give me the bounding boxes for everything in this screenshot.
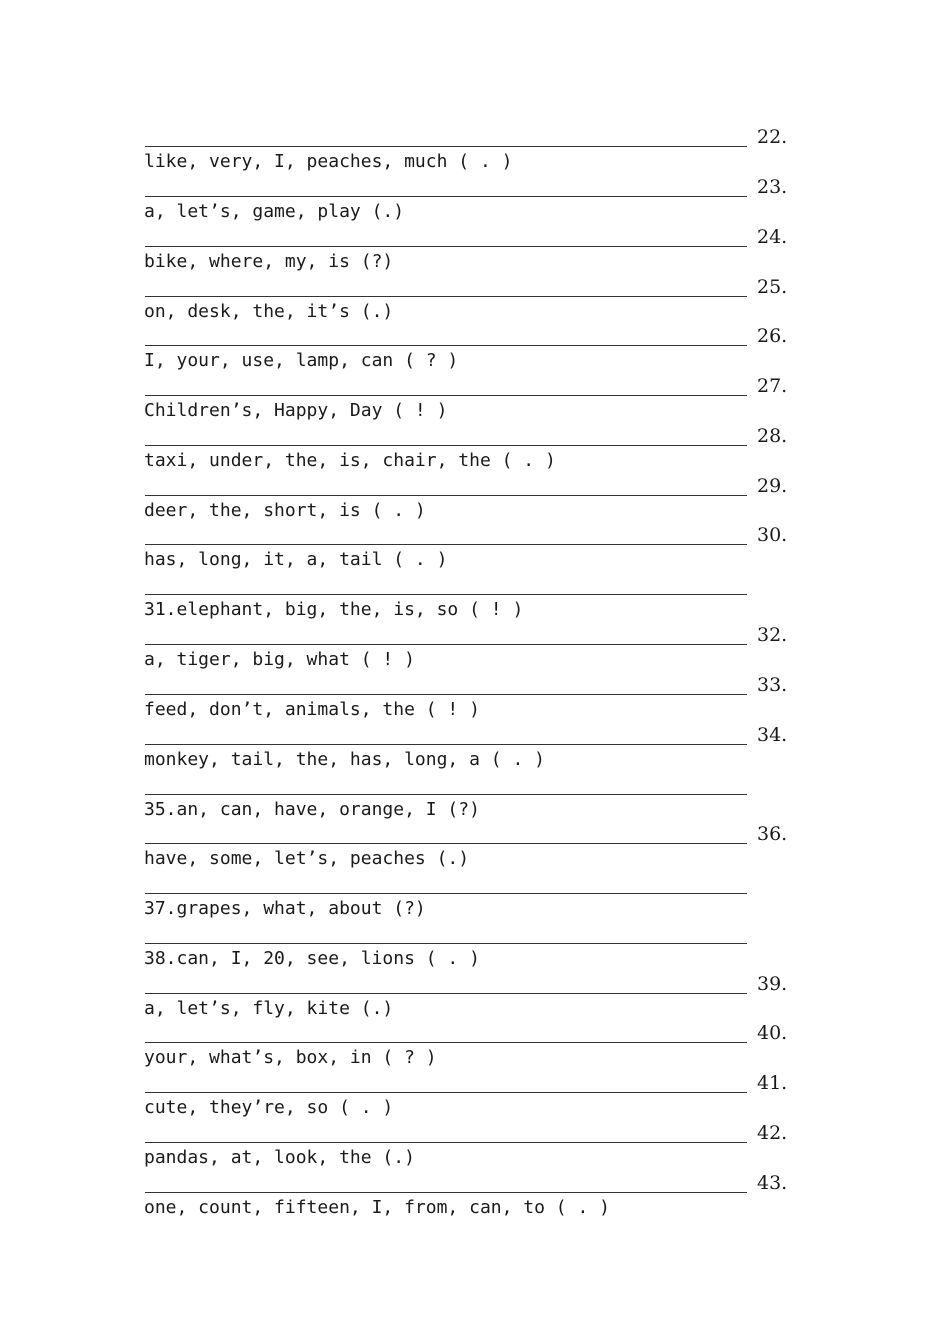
scrambled-words: 35.an, can, have, orange, I (?) — [144, 799, 480, 820]
question-number: 32. — [757, 624, 788, 646]
scrambled-words: like, very, I, peaches, much ( . ) — [144, 151, 513, 172]
exercise-row — [0, 1121, 950, 1171]
question-number: 29. — [757, 475, 788, 497]
scrambled-words: 37.grapes, what, about (?) — [144, 898, 426, 919]
scrambled-words: taxi, under, the, is, chair, the ( . ) — [144, 450, 556, 471]
question-number: 39. — [757, 973, 788, 995]
answer-line[interactable] — [145, 943, 747, 944]
answer-line[interactable] — [145, 893, 747, 894]
answer-line[interactable] — [145, 744, 747, 745]
answer-line[interactable] — [145, 694, 747, 695]
scrambled-words: 38.can, I, 20, see, lions ( . ) — [144, 948, 480, 969]
exercise-row — [0, 374, 950, 424]
answer-line[interactable] — [145, 196, 747, 197]
question-number: 26. — [757, 325, 788, 347]
answer-line[interactable] — [145, 345, 747, 346]
exercise-row — [0, 175, 950, 225]
answer-line[interactable] — [145, 495, 747, 496]
exercise-row — [0, 673, 950, 723]
question-number: 25. — [757, 276, 788, 298]
scrambled-words: has, long, it, a, tail ( . ) — [144, 549, 448, 570]
answer-line[interactable] — [145, 246, 747, 247]
question-number: 43. — [757, 1172, 788, 1194]
scrambled-words: Children’s, Happy, Day ( ! ) — [144, 400, 448, 421]
exercise-row — [0, 474, 950, 524]
scrambled-words: on, desk, the, it’s (.) — [144, 301, 394, 322]
question-number: 24. — [757, 226, 788, 248]
scrambled-words: have, some, let’s, peaches (.) — [144, 848, 470, 869]
exercise-row — [0, 573, 950, 623]
scrambled-words: one, count, fifteen, I, from, can, to ( . ) — [144, 1197, 610, 1218]
exercise-row — [0, 822, 950, 872]
question-number: 41. — [757, 1072, 788, 1094]
scrambled-words: pandas, at, look, the (.) — [144, 1147, 415, 1168]
scrambled-words: I, your, use, lamp, can ( ? ) — [144, 350, 459, 371]
exercise-row — [0, 623, 950, 673]
question-number: 33. — [757, 674, 788, 696]
answer-line[interactable] — [145, 445, 747, 446]
answer-line[interactable] — [145, 146, 747, 147]
exercise-row — [0, 424, 950, 474]
answer-line[interactable] — [145, 1092, 747, 1093]
answer-line[interactable] — [145, 644, 747, 645]
answer-line[interactable] — [145, 1192, 747, 1193]
exercise-row — [0, 324, 950, 374]
exercise-row — [0, 125, 950, 175]
scrambled-words: a, let’s, game, play (.) — [144, 201, 405, 222]
answer-line[interactable] — [145, 1042, 747, 1043]
scrambled-words: bike, where, my, is (?) — [144, 251, 394, 272]
question-number: 36. — [757, 823, 788, 845]
answer-line[interactable] — [145, 794, 747, 795]
answer-line[interactable] — [145, 843, 747, 844]
scrambled-words: cute, they’re, so ( . ) — [144, 1097, 394, 1118]
answer-line[interactable] — [145, 993, 747, 994]
scrambled-words: 31.elephant, big, the, is, so ( ! ) — [144, 599, 524, 620]
exercise-row — [0, 1021, 950, 1071]
answer-line[interactable] — [145, 594, 747, 595]
question-number: 30. — [757, 524, 788, 546]
exercise-row — [0, 1171, 950, 1221]
scrambled-words: your, what’s, box, in ( ? ) — [144, 1047, 437, 1068]
scrambled-words: a, tiger, big, what ( ! ) — [144, 649, 415, 670]
exercise-row — [0, 1071, 950, 1121]
scrambled-words: monkey, tail, the, has, long, a ( . ) — [144, 749, 545, 770]
scrambled-words: feed, don’t, animals, the ( ! ) — [144, 699, 480, 720]
exercise-row — [0, 723, 950, 773]
question-number: 42. — [757, 1122, 788, 1144]
exercise-row — [0, 225, 950, 275]
answer-line[interactable] — [145, 296, 747, 297]
scrambled-words: a, let’s, fly, kite (.) — [144, 998, 394, 1019]
scrambled-words: deer, the, short, is ( . ) — [144, 500, 426, 521]
question-number: 34. — [757, 724, 788, 746]
question-number: 40. — [757, 1022, 788, 1044]
question-number: 23. — [757, 176, 788, 198]
question-number: 27. — [757, 375, 788, 397]
question-number: 22. — [757, 126, 788, 148]
exercise-row — [0, 523, 950, 573]
exercise-row — [0, 972, 950, 1022]
exercise-row — [0, 275, 950, 325]
exercise-row — [0, 922, 950, 972]
answer-line[interactable] — [145, 544, 747, 545]
answer-line[interactable] — [145, 395, 747, 396]
answer-line[interactable] — [145, 1142, 747, 1143]
exercise-row — [0, 773, 950, 823]
question-number: 28. — [757, 425, 788, 447]
exercise-row — [0, 872, 950, 922]
